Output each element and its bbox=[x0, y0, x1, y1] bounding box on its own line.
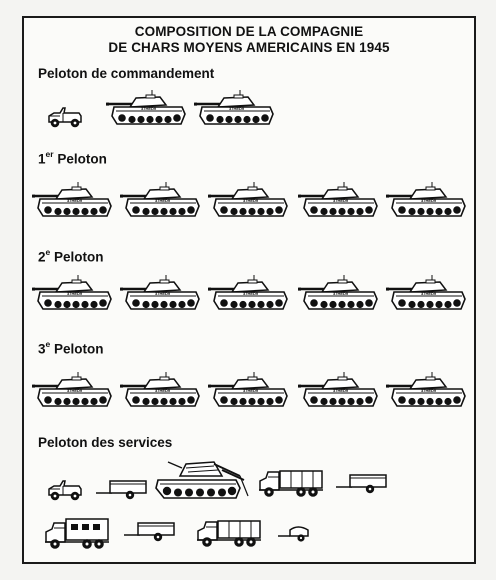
tank-icon bbox=[386, 182, 466, 218]
cargo-truck-icon bbox=[196, 516, 262, 548]
tank-icon bbox=[120, 275, 200, 311]
section-ordinal-suffix: e bbox=[45, 247, 51, 257]
tank-marking: 37HED9 bbox=[229, 106, 245, 112]
diagram-title-line-1: COMPOSITION DE LA COMPAGNIE bbox=[134, 24, 364, 39]
tank-marking: 37HED9 bbox=[155, 388, 171, 394]
tank-marking: 37HED9 bbox=[141, 106, 157, 112]
recovery-vehicle-icon bbox=[152, 458, 250, 500]
cargo-truck-icon bbox=[258, 466, 324, 498]
trailer-icon bbox=[336, 470, 388, 494]
tank-marking: 37HED9 bbox=[243, 388, 259, 394]
section-label: Peloton de commandement bbox=[38, 66, 215, 81]
section-label: Peloton bbox=[54, 249, 104, 265]
tank-marking: 37HED9 bbox=[421, 388, 437, 394]
tank-marking: 37HED9 bbox=[421, 198, 437, 204]
tank-icon bbox=[386, 372, 466, 408]
section-ordinal-suffix: er bbox=[45, 149, 54, 159]
tank-icon bbox=[208, 372, 288, 408]
small-trailer-icon bbox=[278, 522, 314, 542]
tank-icon bbox=[32, 182, 112, 218]
tank-marking: 37HED9 bbox=[155, 291, 171, 297]
section-heading-platoon-3 bbox=[38, 340, 104, 357]
tank-icon bbox=[32, 372, 112, 408]
tank-icon bbox=[298, 182, 378, 218]
tank-marking: 37HED9 bbox=[421, 291, 437, 297]
tank-marking: 37HED9 bbox=[333, 198, 349, 204]
trailer-icon bbox=[96, 476, 148, 500]
trailer-icon bbox=[124, 518, 176, 542]
tank-marking: 37HED9 bbox=[243, 198, 259, 204]
section-ordinal: 2 bbox=[38, 249, 46, 265]
diagram-title-line-2: DE CHARS MOYENS AMERICAINS EN 1945 bbox=[108, 40, 390, 55]
tank-icon bbox=[194, 90, 274, 126]
section-heading-platoon-2 bbox=[38, 248, 104, 265]
tank-marking: 37HED9 bbox=[333, 291, 349, 297]
tank-icon bbox=[120, 182, 200, 218]
tank-marking: 37HED9 bbox=[155, 198, 171, 204]
tank-icon bbox=[386, 275, 466, 311]
section-label: Peloton bbox=[54, 341, 104, 357]
section-ordinal-suffix: e bbox=[45, 339, 51, 349]
tank-icon bbox=[106, 90, 186, 126]
tank-marking: 37HED9 bbox=[333, 388, 349, 394]
jeep-icon bbox=[46, 104, 84, 128]
tank-marking: 37HED9 bbox=[67, 388, 83, 394]
tank-icon bbox=[120, 372, 200, 408]
section-ordinal: 1 bbox=[38, 151, 46, 167]
section-heading-platoon-1 bbox=[38, 150, 107, 167]
tank-icon bbox=[298, 275, 378, 311]
section-label: Peloton des services bbox=[38, 435, 173, 450]
tank-icon bbox=[208, 275, 288, 311]
tank-icon bbox=[32, 275, 112, 311]
jeep-icon bbox=[46, 477, 84, 501]
tank-marking: 37HED9 bbox=[67, 198, 83, 204]
tank-marking: 37HED9 bbox=[243, 291, 259, 297]
section-heading-services bbox=[38, 435, 172, 450]
section-label: Peloton bbox=[57, 151, 107, 167]
tank-icon bbox=[298, 372, 378, 408]
ambulance-truck-icon bbox=[44, 516, 110, 550]
section-ordinal: 3 bbox=[38, 341, 46, 357]
tank-marking: 37HED9 bbox=[67, 291, 83, 297]
section-heading-command bbox=[38, 66, 214, 81]
tank-icon bbox=[208, 182, 288, 218]
